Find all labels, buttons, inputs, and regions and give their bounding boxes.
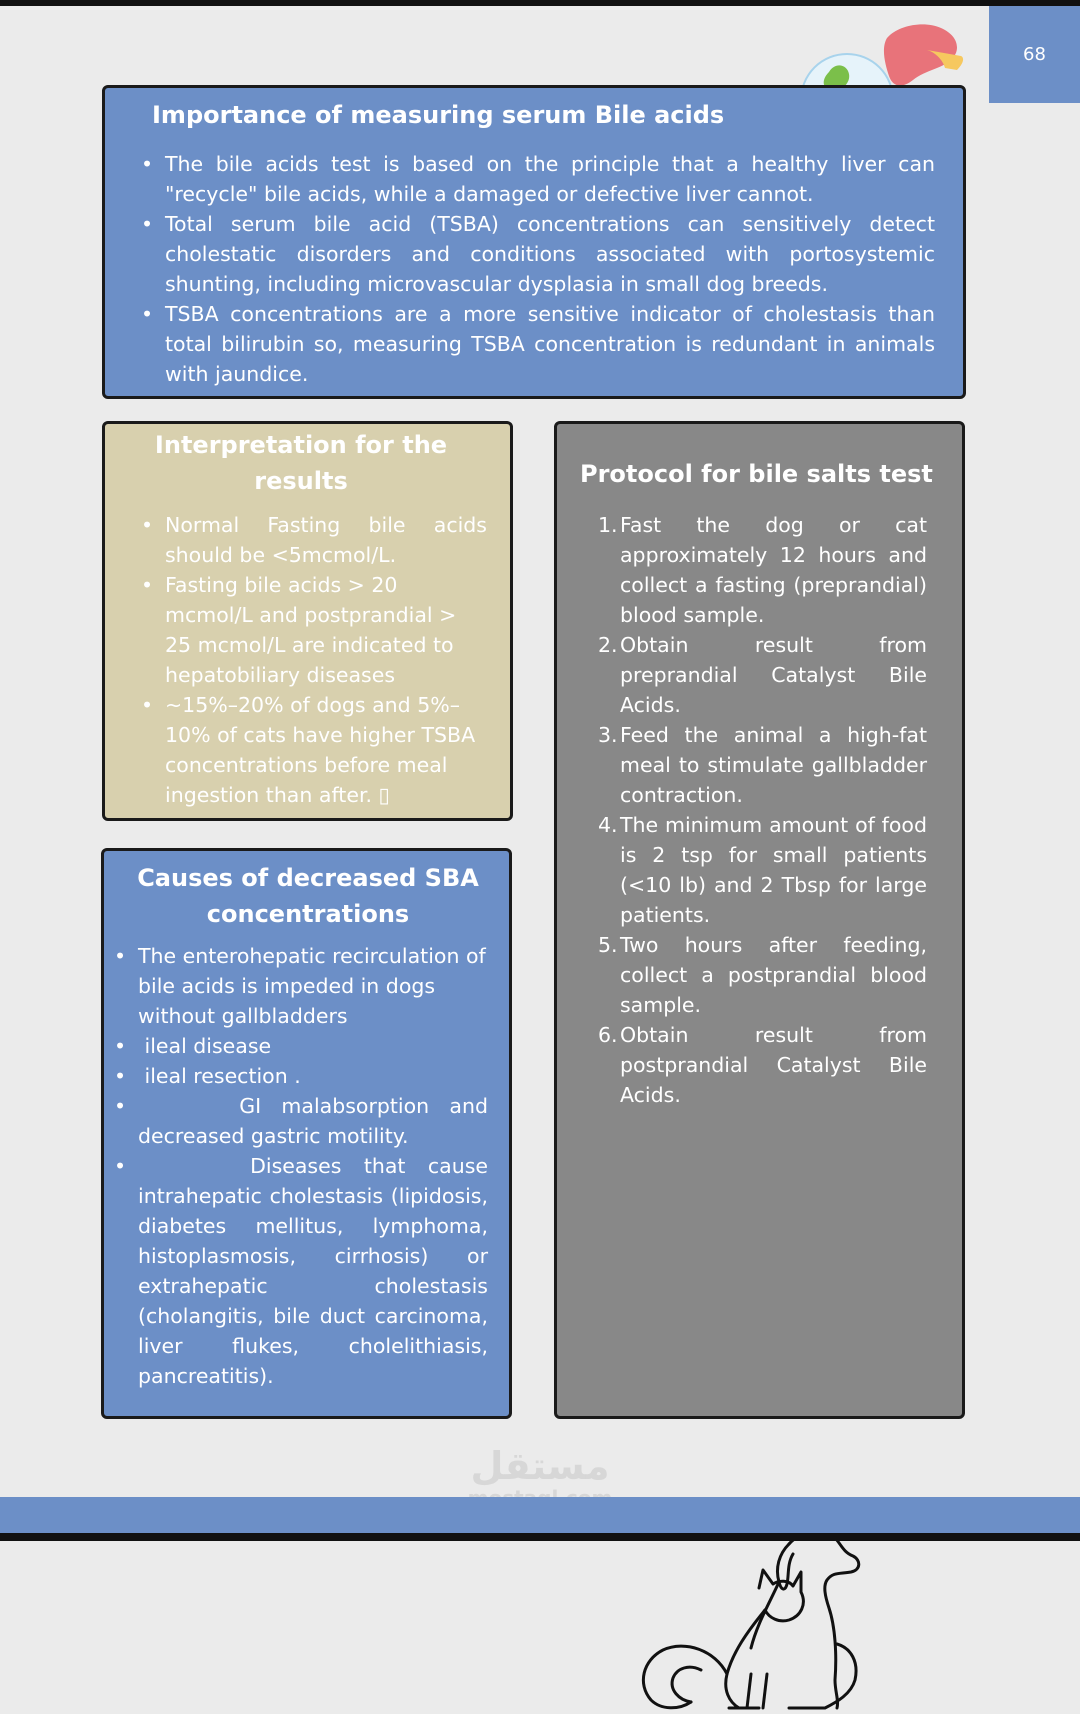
bottom-edge-bar	[0, 1533, 1080, 1541]
list-item: • Fasting bile acids > 20 mcmol/L and postprandial > 25 mcmol/L are indicated to hepatobiliary diseases	[165, 570, 487, 690]
interpretation-section	[102, 421, 513, 821]
list-item: 3. Feed the animal a high-fat meal to stimulate gallbladder contraction.	[598, 723, 927, 807]
list-item-text: The minimum amount of food is 2 tsp for small patients (<10 lb) and 2 Tbsp for large patients.	[620, 813, 927, 927]
importance-title: Importance of measuring serum Bile acids	[152, 101, 725, 129]
list-item-text: Two hours after feeding, collect a postprandial blood sample.	[620, 933, 927, 1017]
causes-section	[101, 848, 512, 1419]
list-item-text: Fast the dog or cat approximately 12 hours and collect a fasting (preprandial) blood sample.	[620, 513, 927, 627]
list-item-text: Feed the animal a high-fat meal to stimulate gallbladder contraction.	[620, 723, 927, 807]
top-edge-bar	[0, 0, 1080, 6]
list-item: • ileal disease	[138, 1031, 488, 1061]
protocol-list	[598, 510, 927, 1110]
list-item: • Total serum bile acid (TSBA) concentrations can sensitively detect cholestatic disorders and conditions associated with portosystemic shunting, including microvascular dysplasia in small dog breeds.	[165, 209, 935, 299]
protocol-title: Protocol for bile salts test	[580, 460, 933, 488]
page-number: 68	[989, 6, 1080, 103]
causes-title-text: Causes of decreased SBA concentrations	[137, 864, 479, 928]
list-item: 4. The minimum amount of food is 2 tsp for small patients (<10 lb) and 2 Tbsp for large patients.	[598, 813, 927, 927]
importance-list	[165, 149, 935, 389]
list-item: • ileal resection .	[138, 1061, 488, 1091]
list-item: • Normal Fasting bile acids should be <5mcmol/L.	[165, 510, 487, 570]
list-item: • TSBA concentrations are a more sensitive indicator of cholestasis than total bilirubin so, measuring TSBA concentration is redundant in animals with jaundice.	[165, 299, 935, 389]
causes-title	[128, 860, 488, 932]
footer-bar	[0, 1497, 1080, 1533]
causes-list	[138, 941, 495, 1391]
list-item-text: Obtain result from postprandial Catalyst Bile Acids.	[620, 1023, 927, 1107]
importance-section	[102, 85, 966, 399]
list-item: • The bile acids test is based on the principle that a healthy liver can "recycle" bile acids, while a damaged or defective liver cannot.	[165, 149, 935, 209]
interpretation-title-text: Interpretation for the results	[154, 431, 448, 495]
interpretation-title	[151, 427, 451, 499]
watermark-arabic: مستقل	[470, 1444, 610, 1488]
list-item: • ~15%–20% of dogs and 5%–10% of cats have higher TSBA concentrations before meal ingestion than after. ▯	[165, 690, 487, 810]
list-item-text: Obtain result from preprandial Catalyst Bile Acids.	[620, 633, 927, 717]
dog-cat-silhouette-icon	[629, 1524, 869, 1714]
protocol-section	[554, 421, 965, 1419]
interpretation-list	[165, 510, 487, 810]
list-item: 6. Obtain result from postprandial Catalyst Bile Acids.	[598, 1023, 927, 1107]
list-item: 5. Two hours after feeding, collect a postprandial blood sample.	[598, 933, 927, 1017]
list-item: 2. Obtain result from preprandial Catalyst Bile Acids.	[598, 633, 927, 717]
list-item: • Diseases that cause intrahepatic cholestasis (lipidosis, diabetes mellitus, lymphoma, histoplasmosis, cirrhosis) or extrahepatic cholestasis (cholangitis, bile duct carcinoma, liver flukes, cholelithiasis, pancreatitis).	[138, 1151, 488, 1391]
list-item: 1. Fast the dog or cat approximately 12 hours and collect a fasting (preprandial) blood sample.	[598, 513, 927, 627]
list-item: • GI malabsorption and decreased gastric motility.	[138, 1091, 488, 1151]
list-item: • The enterohepatic recirculation of bile acids is impeded in dogs without gallbladders	[138, 941, 488, 1031]
